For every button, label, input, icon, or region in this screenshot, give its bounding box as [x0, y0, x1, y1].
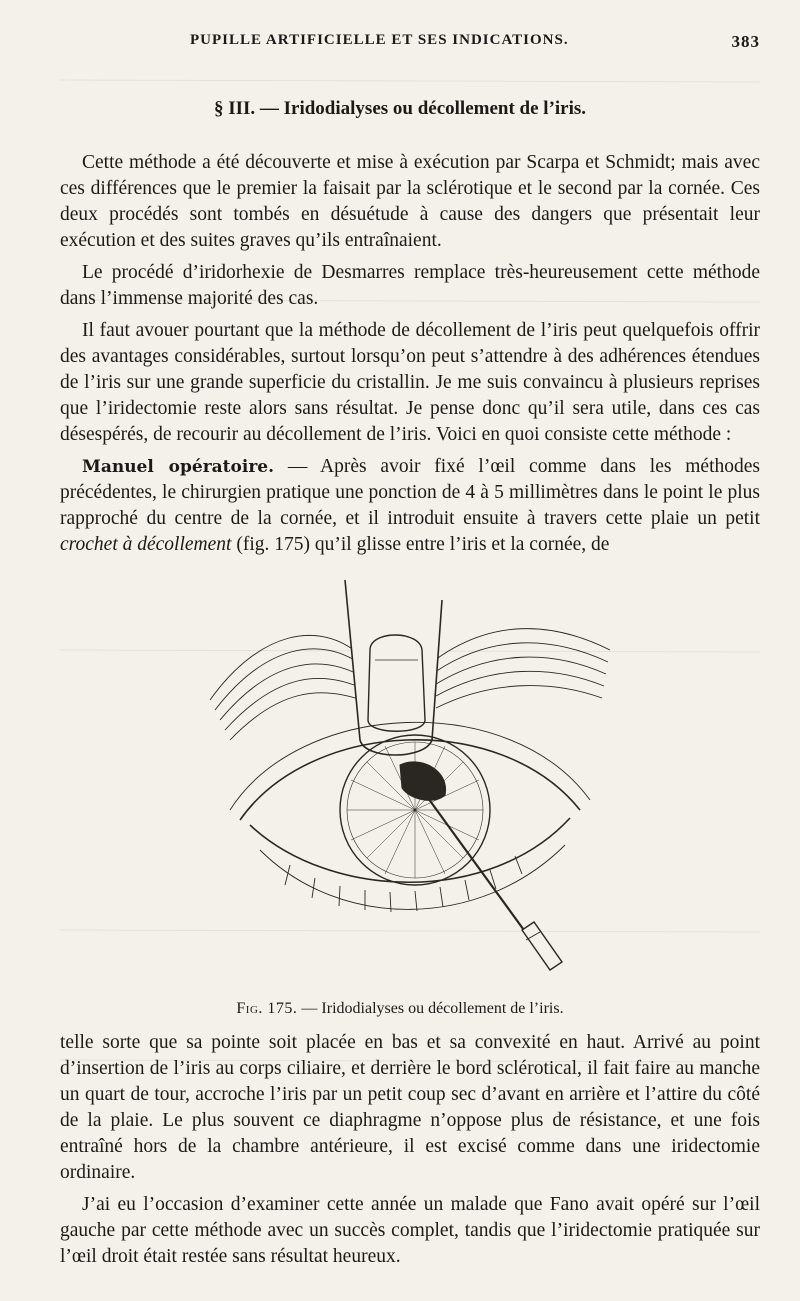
manuel-run-in: Manuel opératoire. [82, 457, 275, 477]
paragraph-suite: telle sorte que sa pointe soit placée en bas et sa convexité en haut. Arrivé au point d’insertion de l’iris au corps ciliaire, et derrière le bord sclérotical, il fait faire au manche un quart de tour, accroche l’iris par un petit coup sec d’avant en arrière et l’attire du côté de la plaie. Le plus souvent ce diaphragme n’oppose plus de résistance, et une fois entraîné hors de la chambre antérieure, il est excisé comme dans une iridectomie ordinaire. [60, 1032, 760, 1183]
paragraph-avantages: Il faut avouer pourtant que la méthode de décollement de l’iris peut quelquefois offrir des avantages considérables, surtout lorsqu’on peut s’attendre à des adhérences étendues de l’iris sur une grande superficie du cristallin. Je me suis convaincu à plusieurs reprises que l’iridectomie reste alors sans résultat. Je pense donc qu’il sera utile, dans ces cas désespérés, de recourir au décollement de l’iris. Voici en quoi consiste cette méthode : [60, 320, 760, 445]
figure-label: Fig. 175. [236, 1000, 298, 1017]
running-title: PUPILLE ARTIFICIELLE ET SES INDICATIONS. [190, 32, 569, 48]
manuel-text-b: (fig. 175) qu’il glisse entre l’iris et la cornée, de [231, 534, 610, 555]
eye-engraving-figure [170, 560, 630, 990]
paragraph-manuel [60, 454, 760, 558]
page-number: 383 [731, 32, 760, 51]
paragraph-fano: J’ai eu l’occasion d’examiner cette année un malade que Fano avait opéré sur l’œil gauche par cette méthode avec un succès complet, tandis que l’iridectomie pratiquée sur l’œil droit était restée sans résultat heureux. [60, 1194, 760, 1267]
figure-caption-text: — Iridodialyses ou décollement de l’iris. [297, 1000, 564, 1017]
text-top [60, 150, 760, 564]
text-bottom [60, 1030, 760, 1276]
figure-caption [0, 1000, 800, 1018]
manuel-italic: crochet à décollement [60, 534, 232, 555]
manuel-text-a: — Après avoir fixé l’œil comme dans les méthodes précédentes, le chirurgien pratique une ponction de 4 à 5 millimètres dans le point le plus rapproché du centre de la cornée, et il introduit ensuite à travers cette plaie un petit [60, 456, 760, 529]
paragraph-desmarres: Le procédé d’iridorhexie de Desmarres remplace très-heureusement cette méthode dans l’immense majorité des cas. [60, 262, 760, 309]
paragraph-methode: Cette méthode a été découverte et mise à exécution par Scarpa et Schmidt; mais avec ces différences que le premier la faisait par la sclérotique et le second par la cornée. Ces deux procédés sont tombés en désuétude à cause des dangers que présentait leur exécution et des suites graves qu’ils entraînaient. [60, 152, 760, 251]
section-heading: § III. — Iridodialyses ou décollement de l’iris. [213, 98, 587, 119]
